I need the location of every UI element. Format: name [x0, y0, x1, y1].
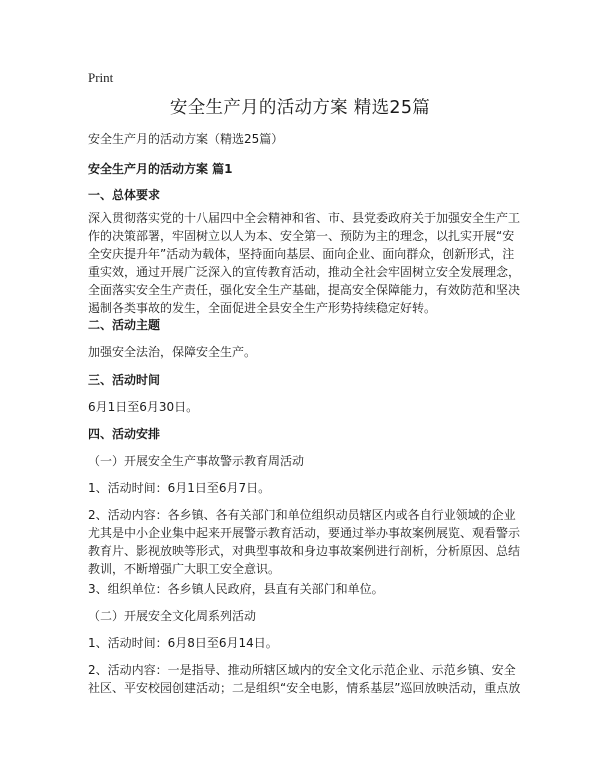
print-link[interactable]: Print — [88, 70, 114, 85]
heading-activity-time: 三、活动时间 — [88, 373, 161, 387]
list-item — [88, 661, 521, 697]
paragraph-line: 2、活动内容：各乡镇、各有关部门和单位组织动员辖区内或各自行业领域的企业 — [88, 508, 516, 522]
list-item: 1、活动时间：6月8日至6月14日。 — [88, 636, 278, 650]
subsection-safety-culture-week: （二）开展安全文化周系列活动 — [88, 609, 257, 623]
paragraph-line: 深入贯彻落实党的十八届四中全会精神和省、市、县党委政府关于加强安全生产工 — [88, 211, 521, 225]
paragraph-general-requirements — [88, 209, 521, 317]
paragraph-line: 作的决策部署，牢固树立以人为本、安全第一、预防为主的理念，以扎实开展“安 — [88, 229, 515, 243]
paragraph-line: 全面落实安全生产责任，强化安全生产基础，提高安全保障能力，有效防范和坚决 — [88, 283, 521, 297]
paragraph-line: 教育片、影视放映等形式，对典型事故和身边事故案例进行剖析，分析原因、总结 — [88, 544, 521, 558]
heading-general-requirements: 一、总体要求 — [88, 188, 161, 202]
list-item — [88, 506, 521, 578]
list-item: 3、组织单位：各乡镇人民政府，县直有关部门和单位。 — [88, 582, 384, 596]
paragraph-line: 全安庆提升年”活动为载体，坚持面向基层、面向企业、面向群众，创新形式，注 — [88, 247, 515, 261]
document-title: 安全生产月的活动方案 精选25篇 — [169, 98, 431, 118]
list-item: 1、活动时间：6月1日至6月7日。 — [88, 481, 271, 495]
section-title: 安全生产月的活动方案 篇1 — [88, 162, 233, 176]
paragraph-line: 遏制各类事故的发生，全面促进全县安全生产形势持续稳定好转。 — [88, 301, 437, 315]
subsection-warning-education-week: （一）开展安全生产事故警示教育周活动 — [88, 454, 305, 468]
heading-activity-theme: 二、活动主题 — [88, 318, 161, 332]
document-subtitle: 安全生产月的活动方案（精选25篇） — [88, 132, 284, 146]
heading-activity-arrangement: 四、活动安排 — [88, 427, 161, 441]
paragraph-activity-time: 6月1日至6月30日。 — [88, 400, 199, 414]
paragraph-line: 尤其是中小企业集中起来开展警示教育活动，要通过举办事故案例展览、观看警示 — [88, 526, 521, 540]
paragraph-line: 重实效，通过开展广泛深入的宣传教育活动，推动全社会牢固树立安全发展理念， — [88, 265, 521, 279]
paragraph-activity-theme: 加强安全法治，保障安全生产。 — [88, 345, 257, 359]
paragraph-line: 社区、平安校园创建活动；二是组织“安全电影，情系基层”巡回放映活动，重点放 — [88, 681, 521, 695]
paragraph-line: 教训，不断增强广大职工安全意识。 — [88, 562, 281, 576]
paragraph-line: 2、活动内容：一是指导、推动所辖区域内的安全文化示范企业、示范乡镇、安全 — [88, 663, 516, 677]
